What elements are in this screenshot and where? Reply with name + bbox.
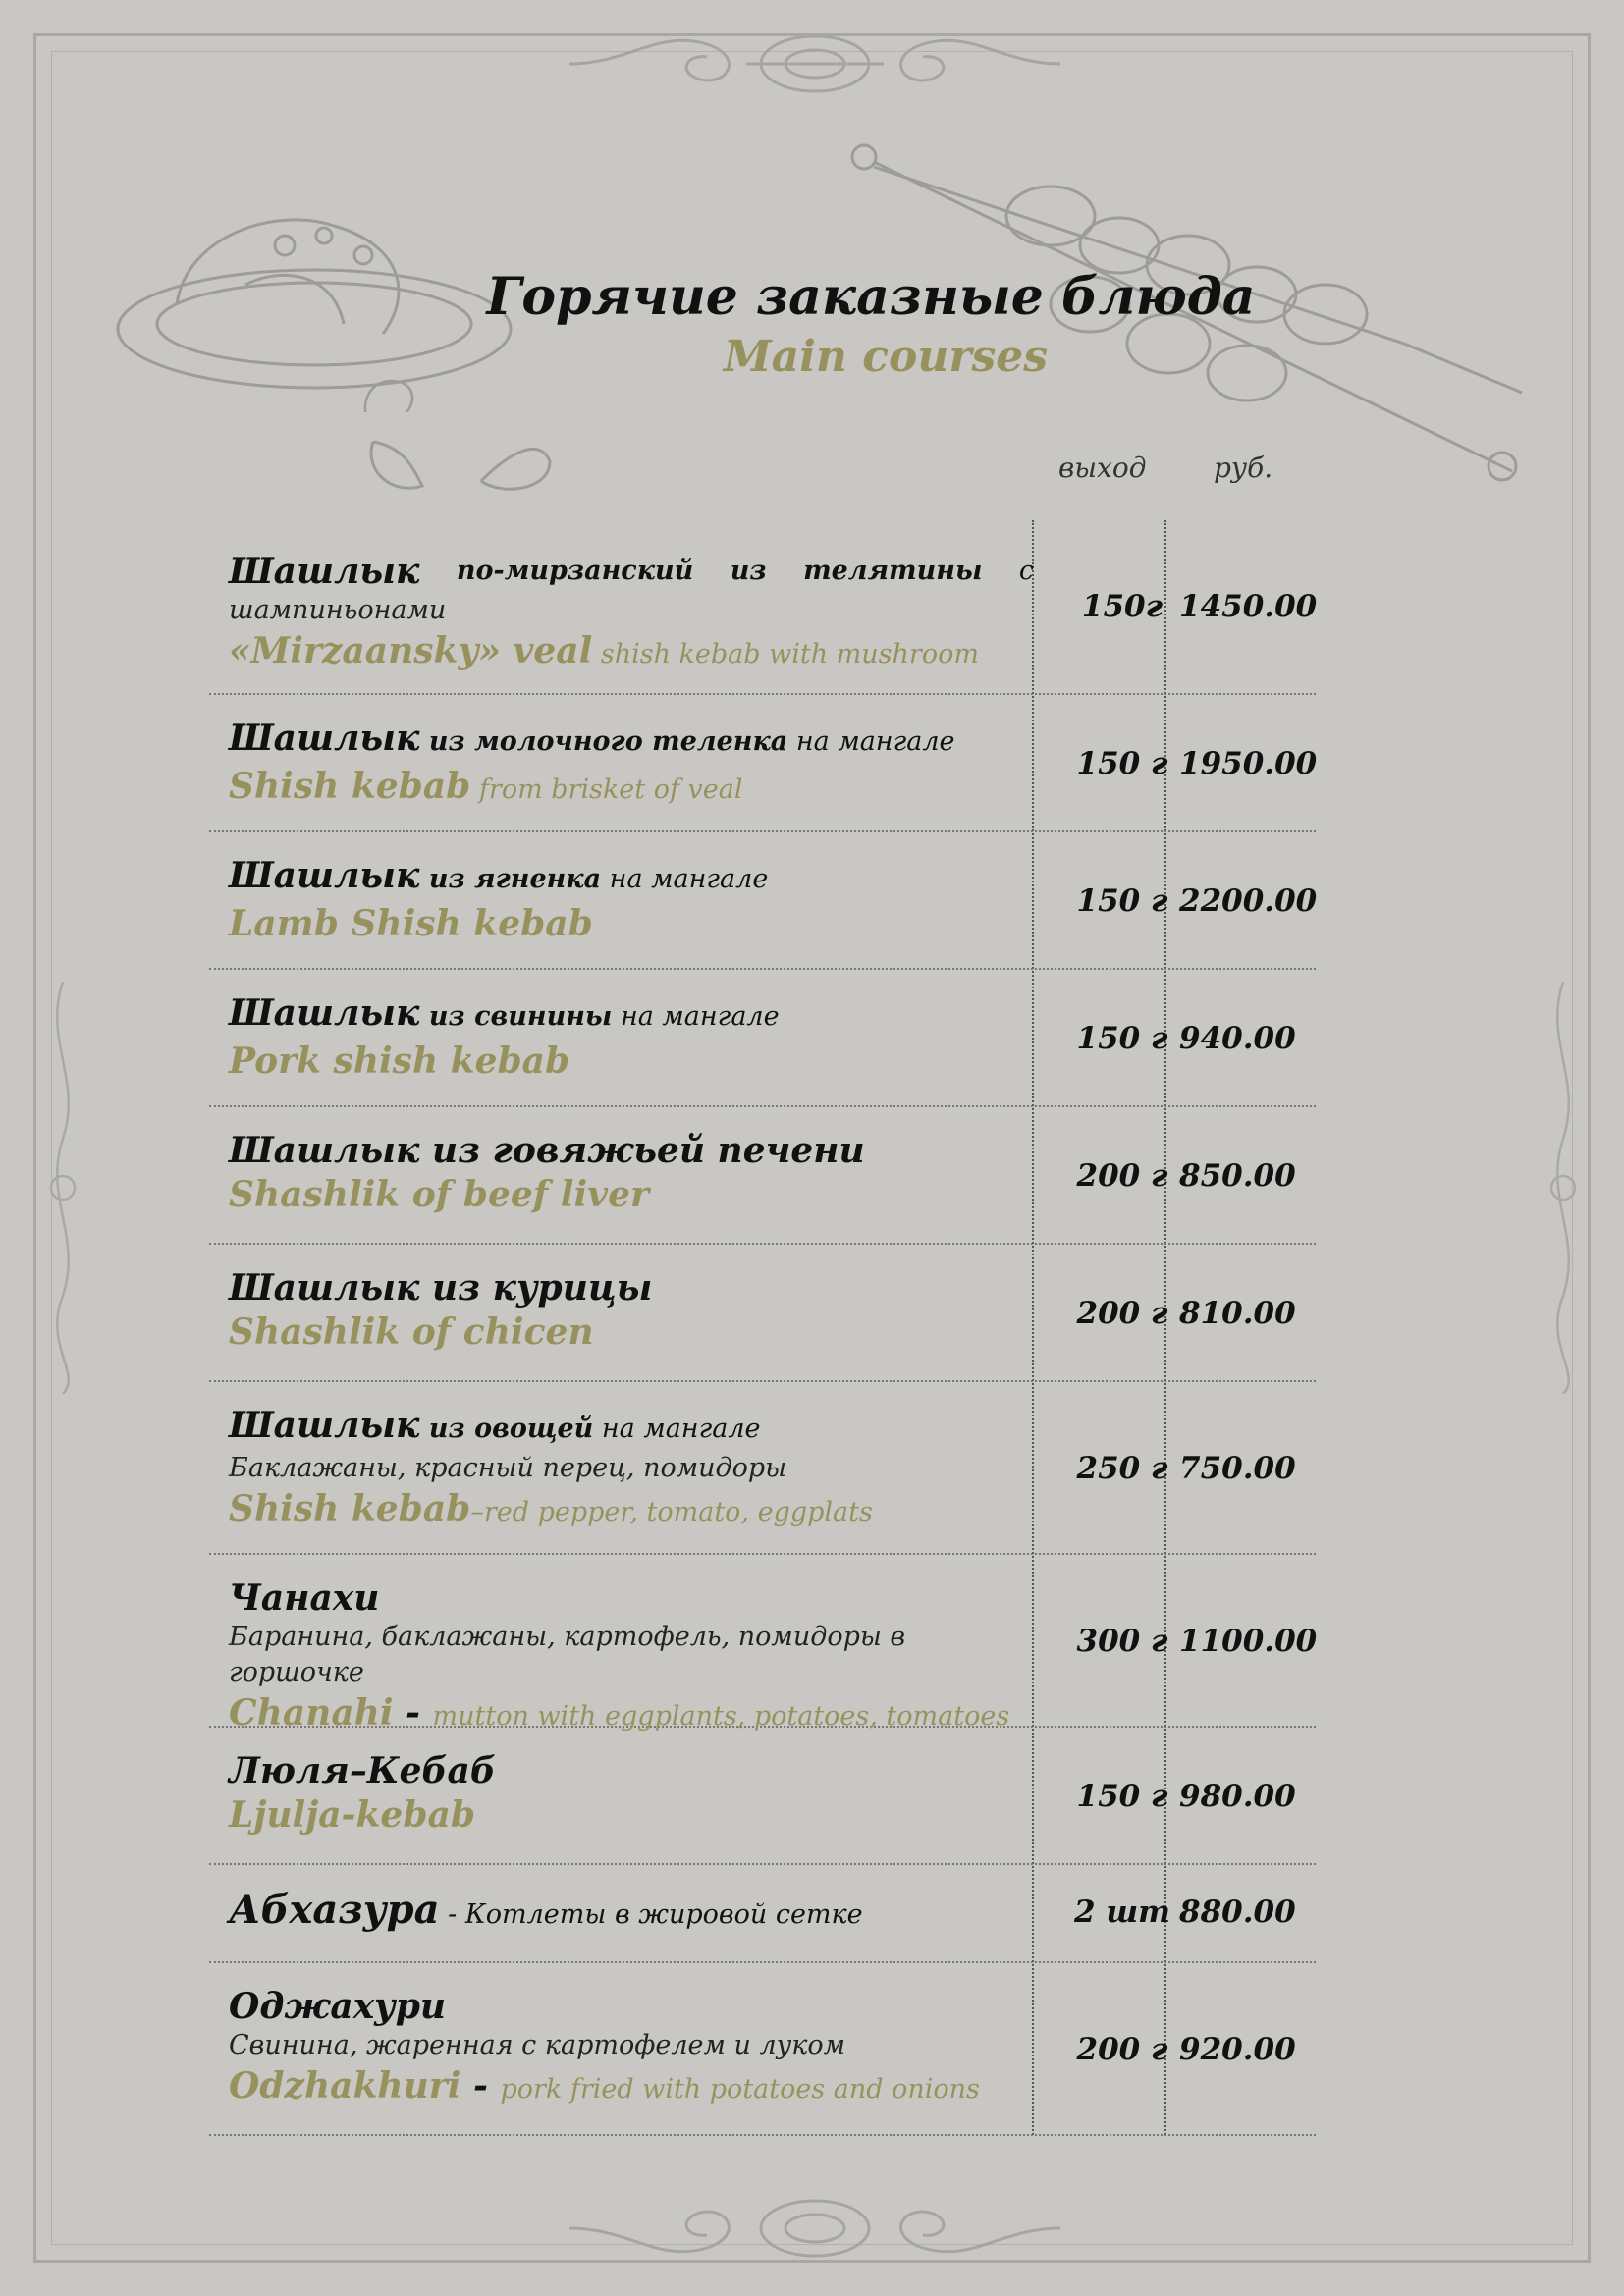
item-name: Оджахури (229, 1986, 447, 2027)
menu-item (209, 970, 1316, 1107)
item-name: Шашлык из говяжьей печени (229, 1130, 865, 1171)
item-description: Баклажаны, красный перец, помидоры (229, 1453, 787, 1483)
garlic-illustration (363, 422, 569, 501)
menu-item (209, 530, 1316, 695)
column-header-price: руб. (1214, 452, 1273, 484)
item-description: Свинина, жаренная с картофелем и луком (229, 2030, 846, 2060)
page-title: Горячие заказные блюда (486, 267, 1256, 327)
item-name: Шашлык из курицы (229, 1267, 653, 1308)
item-output: 200 г (1076, 2032, 1168, 2067)
item-output: 200 г (1076, 1158, 1168, 1194)
item-name: Шашлык из овощей на мангале (229, 1405, 761, 1446)
item-price: 1100.00 (1179, 1624, 1318, 1659)
menu-item (209, 1865, 1316, 1963)
item-price: 850.00 (1179, 1158, 1296, 1194)
item-price: 940.00 (1179, 1021, 1296, 1056)
item-name: Шашлык из ягненка на мангале (229, 855, 769, 896)
item-name: Шашлык по-мирзанский из телятины с (229, 551, 1034, 592)
left-side-ornament (43, 982, 82, 1394)
item-output: 150 г (1076, 1021, 1168, 1056)
menu-item (209, 1728, 1316, 1865)
item-name-en: Lamb Shish kebab (229, 903, 593, 944)
item-price: 880.00 (1179, 1895, 1296, 1930)
item-output: 250 г (1076, 1451, 1168, 1486)
item-name: Чанахи (229, 1577, 380, 1619)
item-output: 300 г (1076, 1624, 1168, 1659)
item-price: 2200.00 (1179, 883, 1318, 919)
item-name-en: Shish kebab from brisket of veal (229, 766, 743, 807)
item-output: 200 г (1076, 1296, 1168, 1331)
item-name-en: Pork shish kebab (229, 1041, 570, 1082)
bottom-scroll-ornament (550, 2184, 1080, 2272)
item-name-en: Shashlik of chicen (229, 1311, 594, 1353)
menu-item (209, 1382, 1316, 1555)
top-scroll-ornament (550, 20, 1080, 108)
item-price: 980.00 (1179, 1779, 1296, 1814)
menu-item (209, 1555, 1318, 1734)
item-output: 150 г (1076, 1779, 1168, 1814)
item-price: 1950.00 (1179, 746, 1318, 781)
item-name: Люля–Кебаб (229, 1750, 496, 1791)
item-output: 150 г (1076, 746, 1168, 781)
item-name-en: «Mirzaansky» veal shish kebab with mushroom (229, 630, 979, 671)
right-side-ornament (1543, 982, 1583, 1394)
item-name: Абхазура - Котлеты в жировой сетке (229, 1887, 863, 1933)
item-name: Шашлык из молочного теленка на мангале (229, 718, 955, 759)
item-name-en: Odzhakhuri - pork fried with potatoes and onions (229, 2065, 980, 2107)
item-price: 1450.00 (1179, 589, 1318, 624)
column-header-output: выход (1058, 452, 1147, 484)
item-output: 150 г (1076, 883, 1168, 919)
menu-item (209, 1963, 1316, 2136)
item-output: 150г (1081, 589, 1164, 624)
page-subtitle: Main courses (723, 332, 1049, 382)
menu-item (209, 1245, 1316, 1382)
item-name-en: Ljulja-kebab (229, 1794, 475, 1836)
item-name-en: Chanahi - mutton with eggplants, potatoes, tomatoes (229, 1692, 1010, 1734)
item-description: шампиньонами (229, 595, 447, 625)
menu-item (209, 695, 1316, 832)
menu-item (209, 1107, 1316, 1245)
item-description: Баранина, баклажаны, картофель, помидоры в горшочке (229, 1622, 906, 1687)
item-price: 750.00 (1179, 1451, 1296, 1486)
menu-item (209, 832, 1316, 970)
item-price: 920.00 (1179, 2032, 1296, 2067)
item-price: 810.00 (1179, 1296, 1296, 1331)
item-name: Шашлык из свинины на мангале (229, 992, 780, 1034)
item-output: 2 шт (1074, 1895, 1170, 1930)
item-name-en: Shish kebab–red pepper, tomato, eggplats (229, 1488, 873, 1529)
item-name-en: Shashlik of beef liver (229, 1174, 649, 1215)
